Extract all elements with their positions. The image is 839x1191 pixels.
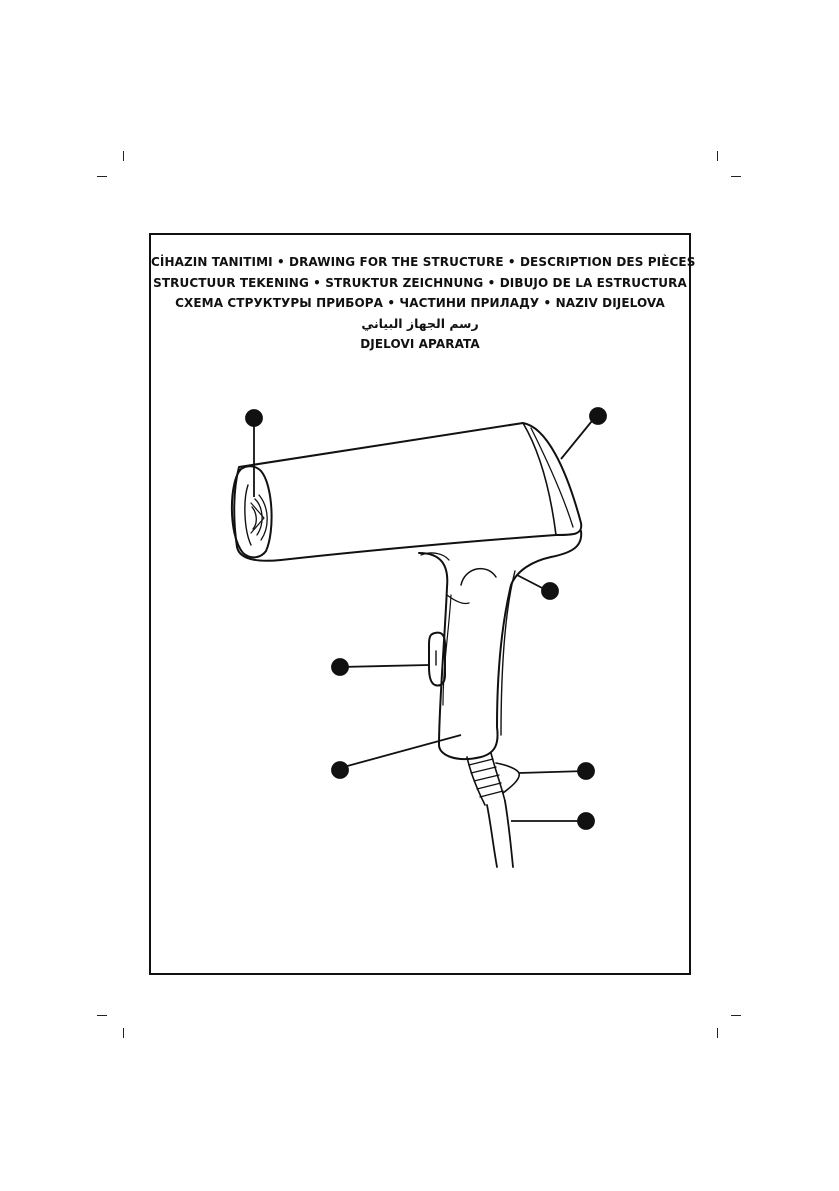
callout-leader-switch (340, 665, 429, 667)
crop-mark-top-right-horizontal (731, 176, 741, 177)
crop-mark-top-left-horizontal (97, 176, 107, 177)
callout-leader-body-rear (561, 416, 596, 459)
callout-dot-handle-front (332, 762, 348, 778)
dryer-nozzle (232, 466, 272, 557)
dryer-handle-dome (461, 569, 496, 585)
diagram-frame (149, 233, 696, 975)
crop-mark-bottom-left-horizontal (97, 1015, 107, 1016)
dryer-barrel (234, 423, 581, 561)
callout-leader-hanging-loop (519, 771, 586, 773)
dryer-hanging-loop (496, 763, 519, 793)
crop-mark-bottom-right-vertical (717, 1028, 718, 1038)
hair-dryer-drawing (151, 235, 696, 973)
dryer-power-cord (487, 801, 513, 867)
dryer-handle (419, 531, 581, 759)
crop-mark-top-left-vertical (123, 151, 124, 161)
dryer-rear-contour (523, 423, 556, 535)
crop-mark-bottom-left-vertical (123, 1028, 124, 1038)
callout-dot-nozzle-grille (246, 410, 262, 426)
callout-dot-body-rear (590, 408, 606, 424)
dryer-nozzle-inner (245, 485, 251, 545)
callout-dot-handle-back (542, 583, 558, 599)
callout-leader-handle-front (340, 735, 461, 768)
callout-dot-switch (332, 659, 348, 675)
header-line-2: STRUCTUUR TEKENING • STRUKTUR ZEICHNUNG • DIBUJO DE LA ESTRUCTURA (153, 275, 687, 290)
header-line-arabic: رسم الجهاز البياني (361, 315, 479, 331)
header-line-3: СХЕМА СТРУКТУРЫ ПРИБОРА • ЧАСТИНИ ПРИЛАДУ • NAZIV DIJELOVA (175, 296, 665, 310)
callout-dot-power-cord (578, 813, 594, 829)
crop-mark-bottom-right-horizontal (731, 1015, 741, 1016)
header-line-1: CİHAZIN TANITIMI • DRAWING FOR THE STRUCTURE • DESCRIPTION DES PIÈCES (151, 255, 696, 269)
crop-mark-top-right-vertical (717, 151, 718, 161)
callout-dot-hanging-loop (578, 763, 594, 779)
header-line-5: DJELOVI APARATA (360, 337, 480, 351)
dryer-grille-arc-3 (252, 507, 256, 529)
